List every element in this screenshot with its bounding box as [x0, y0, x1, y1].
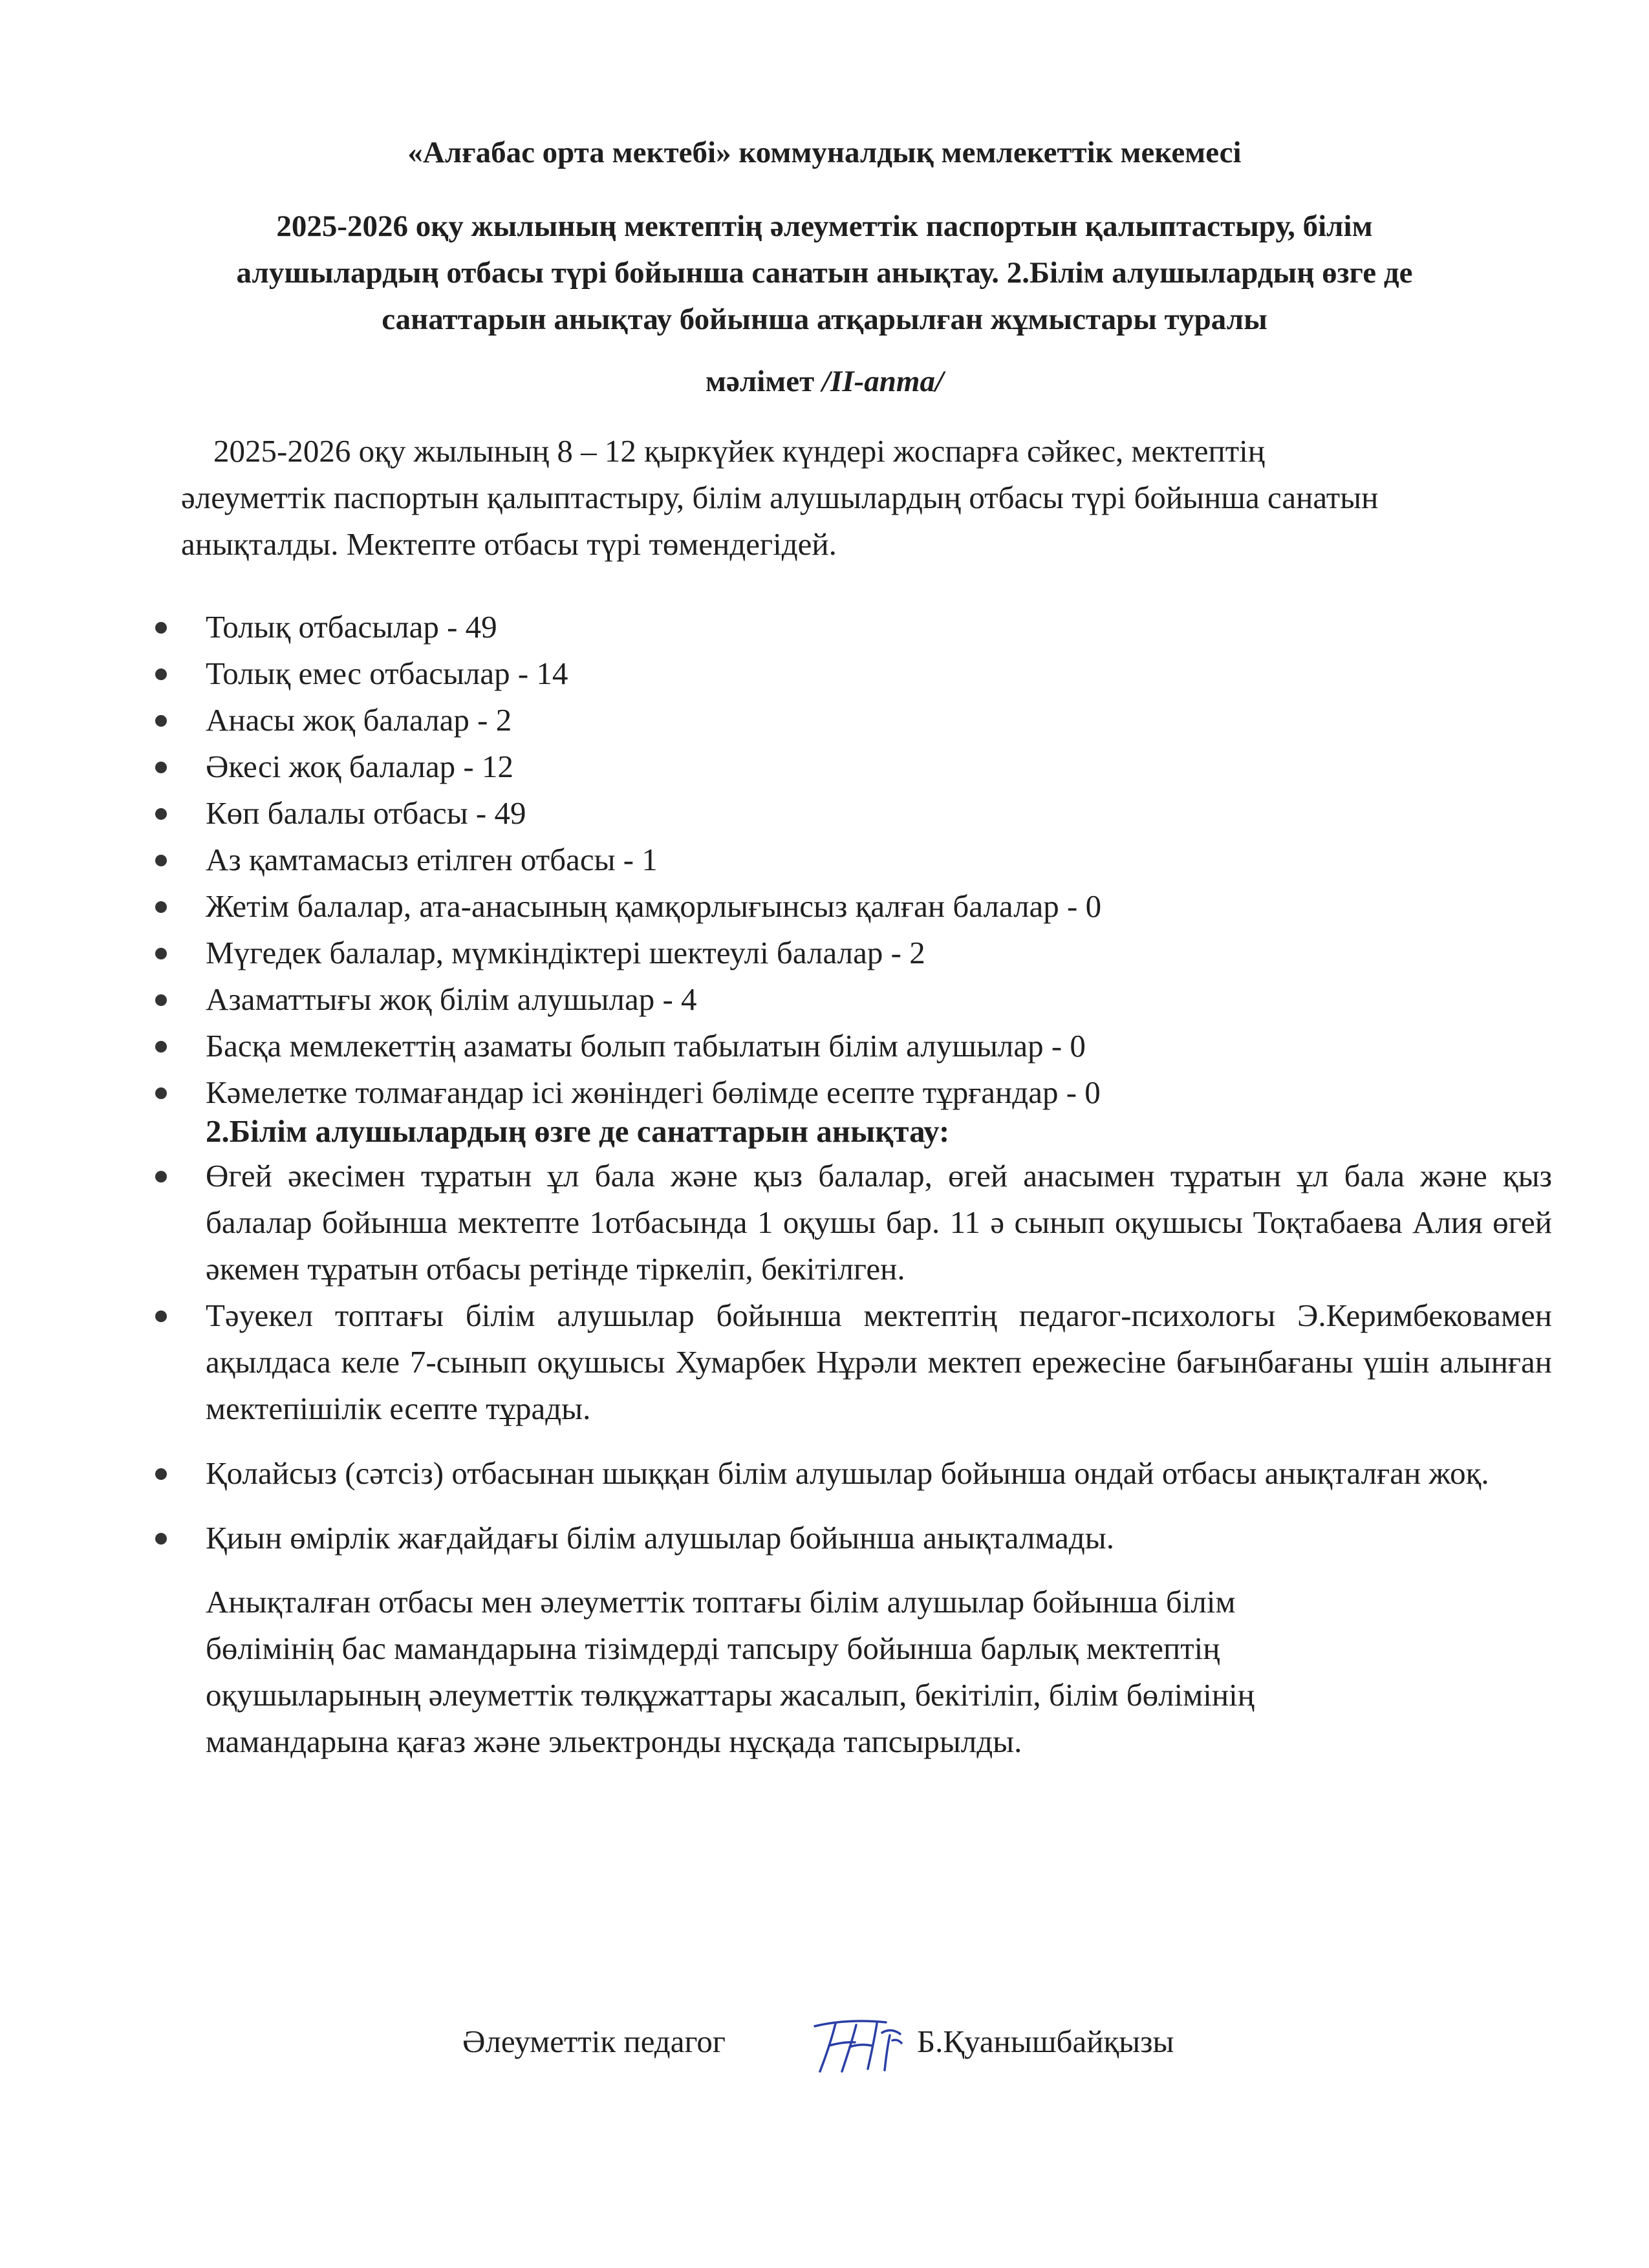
- list-item: [155, 930, 1552, 976]
- list-item-text: Жетім балалар, ата-анасының қамқорлығынсыз қалған балалар - 0: [206, 888, 1102, 924]
- bullet-icon: [155, 1533, 167, 1545]
- list-item: [155, 883, 1552, 930]
- list-item-text: Басқа мемлекеттің азаматы болып табылатын білім алушылар - 0: [206, 1028, 1086, 1064]
- organization-name: «Алғабас орта мектебі» коммуналдық мемлекеттік мекемесі: [407, 136, 1242, 169]
- bullet-icon: [155, 1171, 167, 1182]
- bullet-icon: [155, 1087, 167, 1099]
- list-item: [155, 1023, 1552, 1069]
- list-item-text: Мүгедек балалар, мүмкіндіктері шектеулі балалар - 2: [206, 935, 925, 970]
- list-item-text: Көп балалы отбасы - 49: [206, 795, 526, 831]
- intro-paragraph: [181, 428, 1552, 568]
- bullet-icon: [155, 1311, 167, 1322]
- list-item: [155, 604, 1552, 650]
- list-item-text: Әкесі жоқ балалар - 12: [206, 749, 514, 784]
- week-label: /ІІ-апта/: [821, 365, 944, 398]
- closing-line: мамандарына қағаз және эльектронды нұсқада тапсырылды.: [206, 1724, 1022, 1759]
- list-item: [155, 1450, 1552, 1497]
- list-item: [155, 790, 1552, 837]
- intro-line: әлеуметтік паспортын қалыптастыру, білім алушылардың отбасы түрі бойынша санатын: [181, 480, 1379, 515]
- list-item: [155, 744, 1552, 790]
- bullet-icon: [155, 1468, 167, 1480]
- closing-line: бөлімінің бас мамандарына тізімдерді тапсыру бойынша барлық мектептің: [206, 1631, 1220, 1666]
- bullet-icon: [155, 715, 167, 727]
- list-item-text: Тәуекел топтағы білім алушылар бойынша мектептің педагог-психологы Э.Керимбековамен ақылдаса келе 7-сынып оқушысы Хумарбек Нұрәли мектеп ережесіне бағынбағаны үшін алынған мектепішілік есепте тұрады.: [206, 1298, 1552, 1426]
- list-item: [155, 697, 1552, 744]
- bullet-icon: [155, 622, 167, 634]
- list-item: [155, 837, 1552, 883]
- signer-role: Әлеуметтік педагог: [462, 2024, 726, 2059]
- signer-name: Б.Қуанышбайқызы: [917, 2024, 1174, 2059]
- intro-line: 2025-2026 оқу жылының 8 – 12 қыркүйек күндері жоспарға сәйкес, мектептің: [213, 433, 1266, 469]
- intro-line: анықталды. Мектепте отбасы түрі төмендегідей.: [181, 526, 837, 562]
- signature-block: [0, 2021, 1649, 2086]
- list-item-text: Анасы жоқ балалар - 2: [206, 702, 512, 738]
- report-title-line: санаттарын анықтау бойынша атқарылған жұмыстары туралы: [382, 303, 1267, 336]
- bullet-icon: [155, 901, 167, 913]
- list-item-text: Толық емес отбасылар - 14: [206, 656, 568, 691]
- bullet-icon: [155, 808, 167, 820]
- report-title: [97, 203, 1552, 343]
- list-item-text: Кәмелетке толмағандар ісі жөніндегі бөлімде есепте тұрғандар - 0: [206, 1075, 1101, 1110]
- bullet-icon: [155, 948, 167, 959]
- handwritten-signature: [810, 2007, 907, 2078]
- list-item: [155, 976, 1552, 1023]
- list-item-text: Қолайсыз (сәтсіз) отбасынан шыққан білім алушылар бойынша ондай отбасы анықталған жоқ.: [206, 1455, 1489, 1491]
- list-item: [155, 1515, 1552, 1561]
- list-item: [155, 1153, 1552, 1292]
- list-item: [155, 1069, 1552, 1116]
- bullet-icon: [155, 855, 167, 866]
- bullet-icon: [155, 762, 167, 773]
- other-categories-heading: 2.Білім алушылардың өзге де санаттарын анықтау:: [206, 1113, 950, 1149]
- closing-line: оқушыларының әлеуметтік төлқұжаттары жасалып, бекітіліп, білім бөлімінің: [206, 1677, 1255, 1713]
- list-item-text: Қиын өмірлік жағдайдағы білім алушылар бойынша анықталмады.: [206, 1520, 1114, 1556]
- list-item-text: Толық отбасылар - 49: [206, 609, 497, 645]
- bullet-icon: [155, 1041, 167, 1053]
- closing-line: Анықталған отбасы мен әлеуметтік топтағы білім алушылар бойынша білім: [206, 1584, 1236, 1620]
- bullet-icon: [155, 994, 167, 1006]
- other-categories-list: [155, 1153, 1552, 1561]
- closing-paragraph: [206, 1579, 1499, 1765]
- report-title-line: алушылардың отбасы түрі бойынша санатын анықтау. 2.Білім алушылардың өзге де: [236, 256, 1413, 290]
- family-types-list: [155, 604, 1552, 1116]
- list-item-text: Өгей әкесімен тұратын ұл бала және қыз балалар, өгей анасымен тұратын ұл бала және қыз балалар бойынша мектепте 1отбасында 1 оқушы бар. 11 ә сынып оқушысы Тоқтабаева Алия өгей әкемен тұратын отбасы ретінде тіркеліп, бекітілген.: [206, 1158, 1552, 1287]
- list-item-text: Аз қамтамасыз етілген отбасы - 1: [206, 842, 658, 877]
- report-subtitle: [97, 358, 1552, 405]
- bullet-icon: [155, 669, 167, 680]
- list-item-text: Азаматтығы жоқ білім алушылар - 4: [206, 981, 697, 1017]
- report-title-line: 2025-2026 оқу жылының мектептің әлеуметтік паспортын қалыптастыру, білім: [276, 209, 1373, 243]
- list-item: [155, 650, 1552, 697]
- list-item: [155, 1292, 1552, 1432]
- malimet-label: мәлімет: [705, 365, 815, 398]
